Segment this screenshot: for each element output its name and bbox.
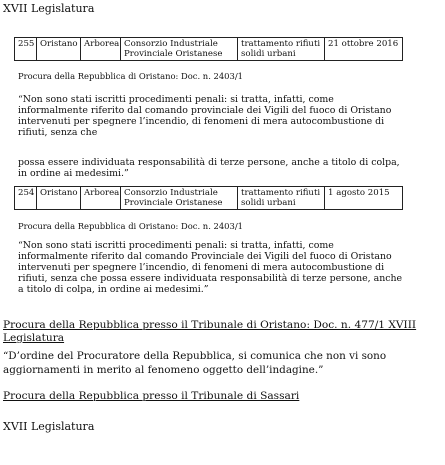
record-province: Oristano	[37, 187, 81, 210]
record-municipality: Arborea	[81, 38, 121, 61]
record-source: Procura della Repubblica di Oristano: Doc. n. 2403/1	[18, 71, 243, 81]
record-operator: Consorzio Industriale Provinciale Oristanese	[121, 38, 238, 61]
section-heading-oristano: Procura della Repubblica presso il Tribunale di Oristano: Doc. n. 477/1 XVIII Legislatura	[3, 319, 417, 344]
record-source: Procura della Repubblica di Oristano: Doc. n. 2403/1	[18, 221, 243, 231]
record-activity: trattamento rifiuti solidi urbani	[238, 187, 325, 210]
record-province: Oristano	[37, 38, 81, 61]
table-row	[15, 187, 403, 210]
record-quote: “Non sono stati iscritti procedimenti penali: si tratta, infatti, come informalmente riferito dal comando Provinciale dei Vigili del fuoco di Oristano intervenuti per spegnere l’incendio, di fenomeni di mera autocombustione di rifiuti, senza che possa essere individuata responsabilità di terze persone, anche a titolo di colpa, in ordine ai medesimi.”	[18, 240, 403, 295]
section-text-oristano: “D’ordine del Procuratore della Repubblica, si comunica che non vi sono aggiornamenti in merito al fenomeno oggetto dell’indagine.”	[3, 350, 387, 376]
page-header: XVII Legislatura	[3, 2, 95, 15]
record-number: 254	[15, 187, 37, 210]
record-date: 1 agosto 2015	[325, 187, 403, 210]
record-municipality: Arborea	[81, 187, 121, 210]
table-row	[15, 38, 403, 61]
record-activity: trattamento rifiuti solidi urbani	[238, 38, 325, 61]
record-quote: “Non sono stati iscritti procedimenti penali: si tratta, infatti, come informalmente riferito dal comando provinciale dei Vigili del fuoco di Oristano intervenuti per spegnere l’incendio, di fenomeni di mera autocombustione di rifiuti, senza che	[18, 94, 392, 138]
record-table	[14, 37, 403, 61]
record-number: 255	[15, 38, 37, 61]
record-table	[14, 186, 403, 210]
record-operator: Consorzio Industriale Provinciale Oristanese	[121, 187, 238, 210]
record-quote-continued: possa essere individuata responsabilità di terze persone, anche a titolo di colpa, in ordine ai medesimi.”	[18, 157, 400, 179]
section-heading-sassari: Procura della Repubblica presso il Tribunale di Sassari	[3, 390, 300, 402]
footer-legislature: XVII Legislatura	[3, 420, 95, 433]
record-date: 21 ottobre 2016	[325, 38, 403, 61]
